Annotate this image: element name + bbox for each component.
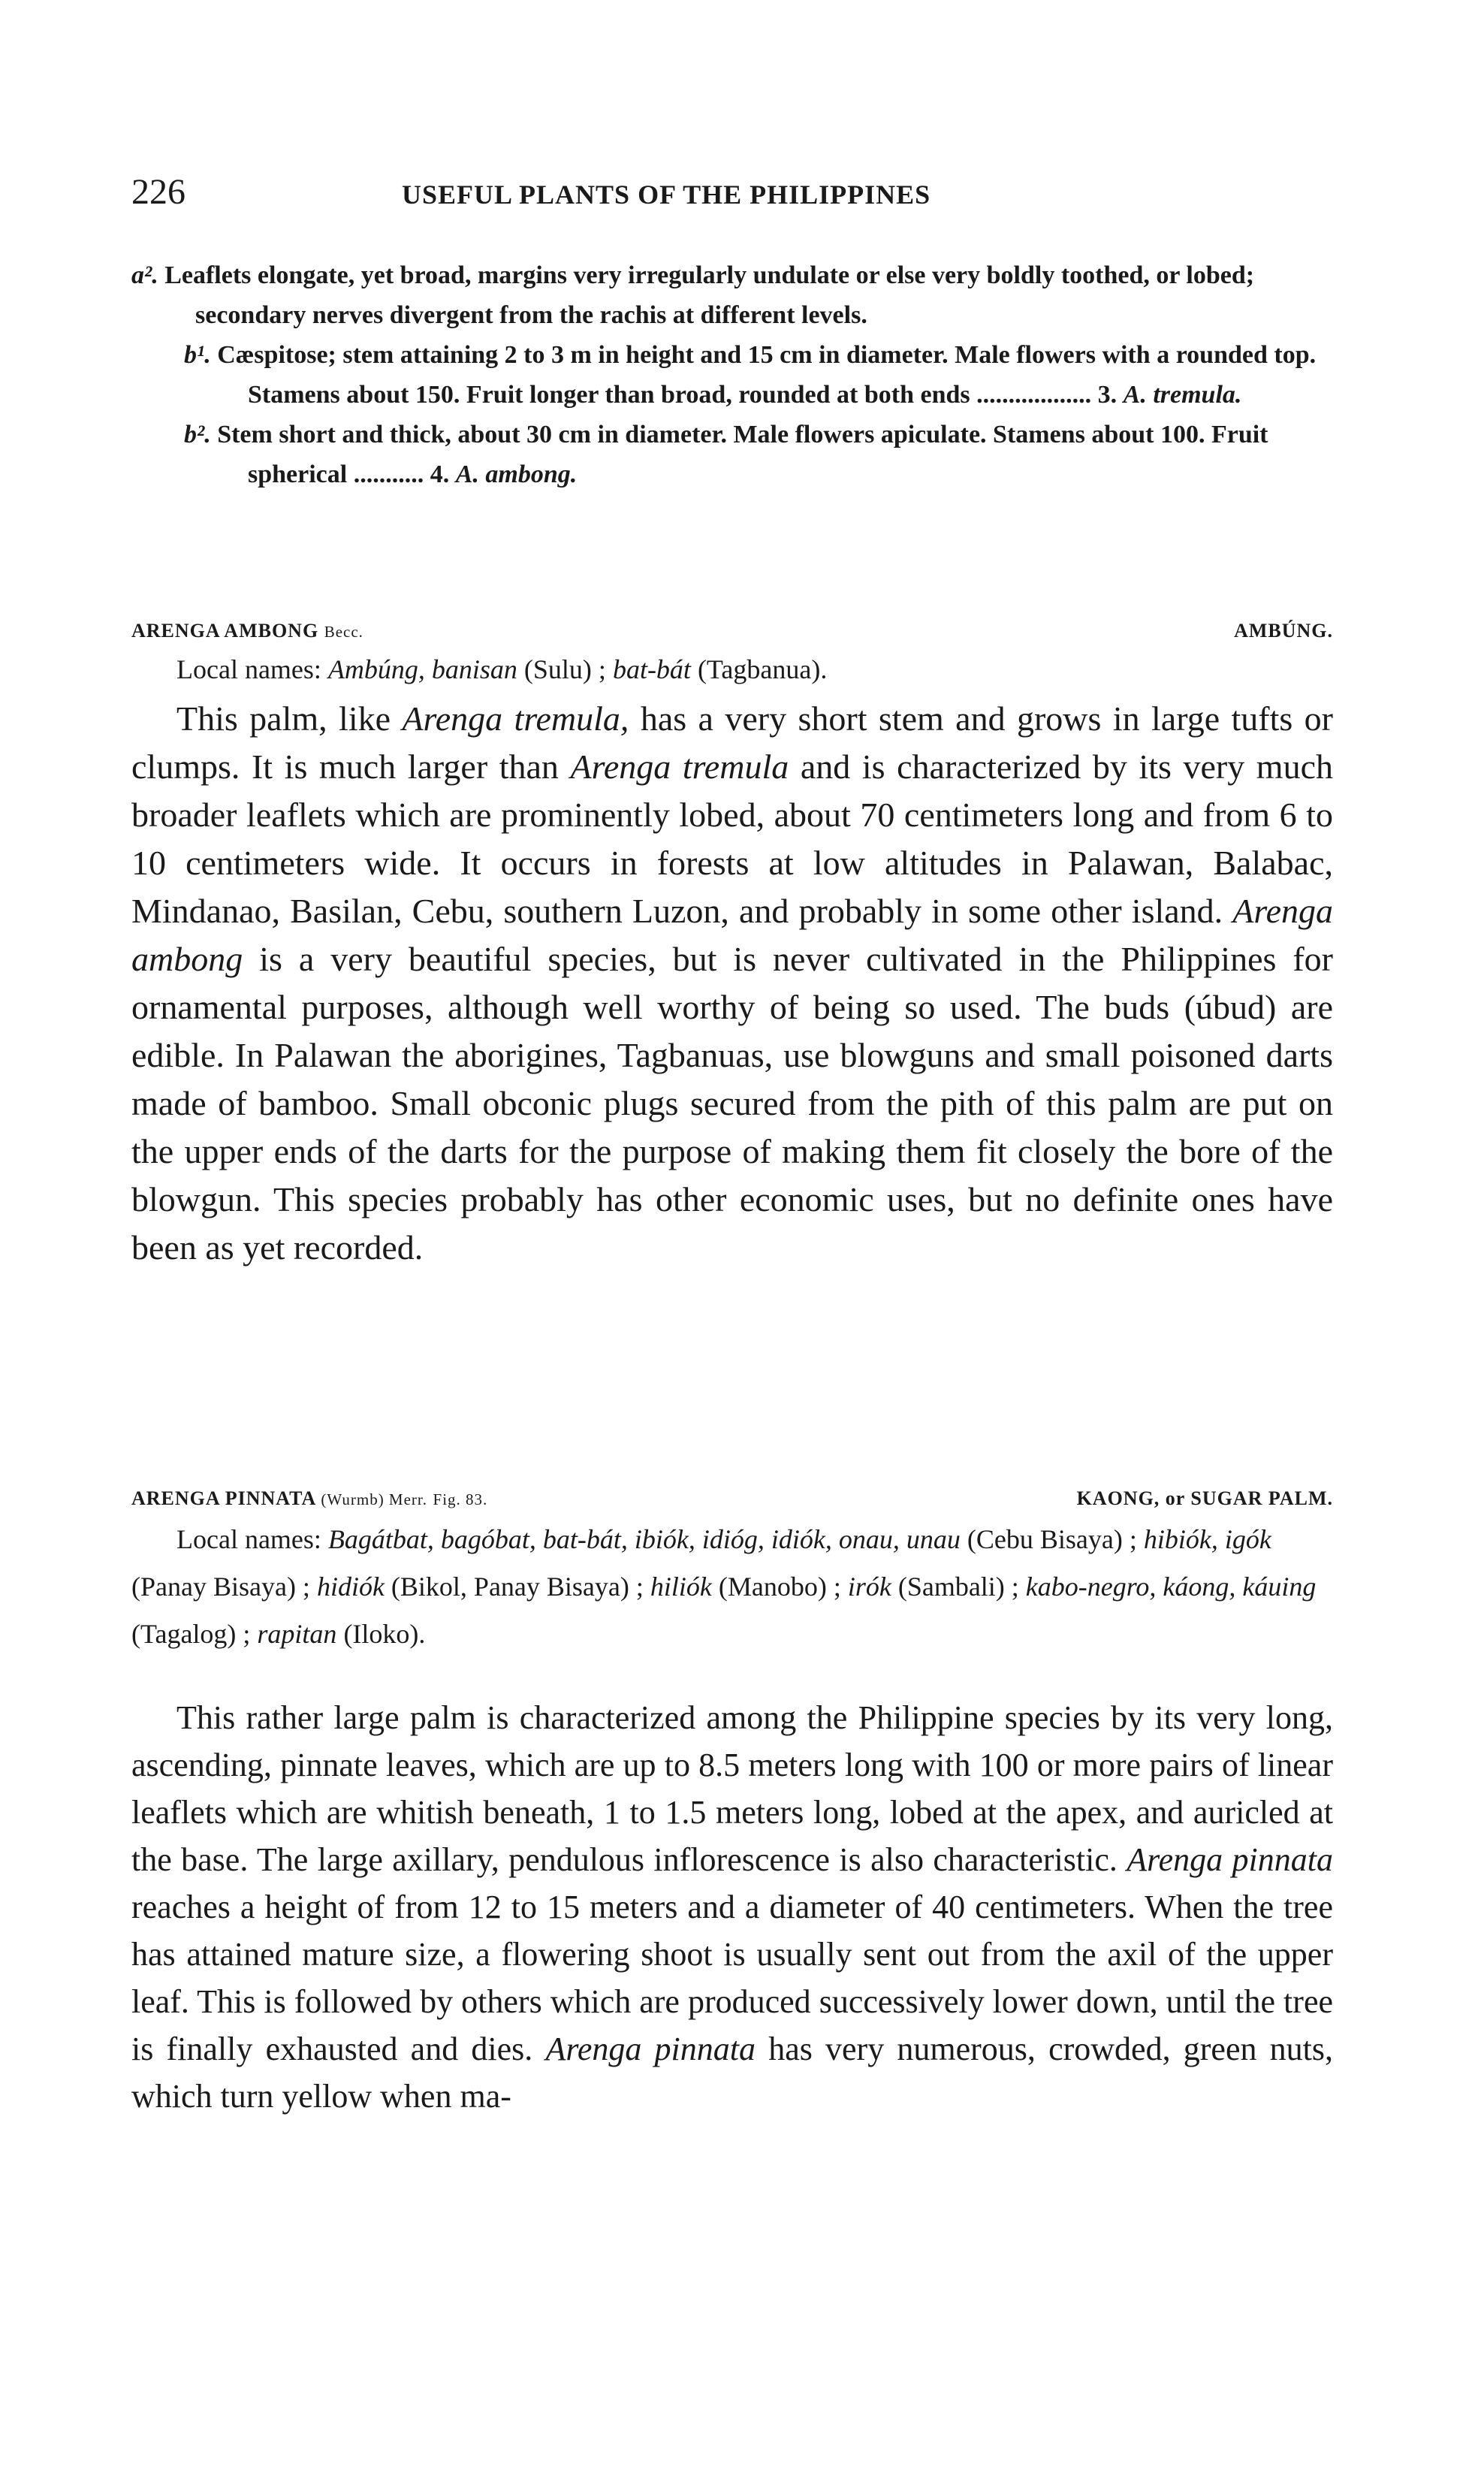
key-item-b2: b². Stem short and thick, about 30 cm in diameter. Male flowers apiculate. Stamens about 100. Fruit spherical ........... 4. A. ambong.	[184, 421, 1268, 488]
running-title: USEFUL PLANTS OF THE PHILIPPINES	[402, 180, 931, 210]
local-names-ambong: Local names: Ambúng, banisan (Sulu) ; bat-bát (Tagbanua).	[176, 654, 828, 684]
identification-key	[131, 255, 1333, 494]
species-authority: (Wurmb) Merr.	[321, 1490, 428, 1508]
common-name: AMBÚNG.	[1234, 620, 1333, 642]
page-number: 226	[131, 172, 186, 212]
common-name: KAONG, or SUGAR PALM.	[1076, 1487, 1333, 1509]
key-item-b1: b¹. Cæspitose; stem attaining 2 to 3 m in height and 15 cm in diameter. Male flowers with a rounded top. Stamens about 150. Fruit longer than broad, rounded at both ends .................. 3. A. tremula.	[184, 341, 1317, 409]
paragraph-pinnata: This rather large palm is characterized among the Philippine species by its very long, ascending, pinnate leaves, which are up to 8.5 meters long with 100 or more pairs of linear leaflets which are whitish beneath, 1 to 1.5 meters long, lobed at the apex, and auricled at the base. The large axillary, pendulous inflorescence is also characteristic. Arenga pinnata reaches a height of from 12 to 15 meters and a diameter of 40 centimeters. When the tree has attained mature size, a flowering shoot is usually sent out from the axil of the upper leaf. This is followed by others which are produced successively lower down, until the tree is finally exhausted and dies. Arenga pinnata has very numerous, crowded, green nuts, which turn yellow when ma-	[131, 1699, 1334, 2115]
figure-reference: Fig. 83.	[433, 1490, 488, 1508]
key-item-a2: a². Leaflets elongate, yet broad, margins very irregularly undulate or else very boldly toothed, or lobed; secondary nerves divergent from the rachis at different levels.	[131, 261, 1255, 329]
local-names-pinnata: Local names: Bagátbat, bagóbat, bat-bát, ibiók, idióg, idiók, onau, unau (Cebu Bisaya) ; hibiók, igók (Panay Bisaya) ; hidiók (Bikol, Panay Bisaya) ; hiliók (Manobo) ; irók (Sambali) ; kabo-negro, káong, káuing (Tagalog) ; rapitan (Iloko).	[131, 1524, 1317, 1649]
paragraph-ambong: This palm, like Arenga tremula, has a very short stem and grows in large tufts or clumps. It is much larger than Arenga tremula and is characterized by its very much broader leaflets which are prominently lobed, about 70 centimeters long and from 6 to 10 centimeters wide. It occurs in forests at low altitudes in Palawan, Balabac, Mindanao, Basilan, Cebu, southern Luzon, and probably in some other island. Arenga ambong is a very beautiful species, but is never cultivated in the Philippines for ornamental purposes, although well worthy of being so used. The buds (úbud) are edible. In Palawan the aborigines, Tagbanuas, use blowguns and small poisoned darts made of bamboo. Small obconic plugs secured from the pith of this palm are put on the upper ends of the darts for the purpose of making them fit closely the bore of the blowgun. This species probably has other economic uses, but no definite ones have been as yet recorded.	[131, 699, 1334, 1267]
page-header	[131, 171, 1333, 216]
species-authority: Becc.	[324, 623, 363, 641]
species-name: ARENGA AMBONG	[131, 620, 319, 642]
species-name: ARENGA PINNATA	[131, 1487, 315, 1509]
